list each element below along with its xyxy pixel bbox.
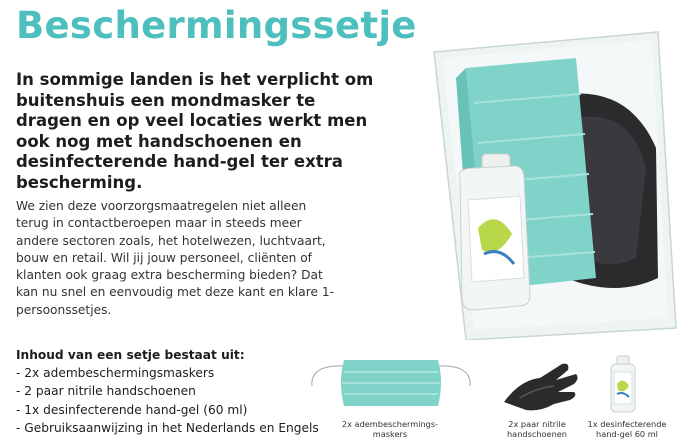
product-caption-gel: 1x desinfecterende hand-gel 60 ml — [587, 419, 667, 439]
list-item: - Gebruiksaanwijzing in het Nederlands en Engels — [16, 420, 319, 435]
protection-kit-image — [396, 28, 678, 340]
body-text: We zien deze voorzorgsmaatregelen niet alleen terug in contactberoepen maar in steeds meer andere sectoren zoals, het hotelwezen, luchtvaart, bouw en retail. Wil jij jouw personeel, cliënten of klanten ook graag extra bescherming bieden? Dat kan nu snel en eenvoudig met deze kant en klare 1-persoonssetjes. — [16, 199, 334, 317]
contents-heading: Inhoud van een setje bestaat uit: — [16, 348, 245, 362]
list-item: - 2 paar nitrile handschoenen — [16, 384, 196, 399]
intro-text: In sommige landen is het verplicht om buitenshuis een mondmasker te dragen en op veel locaties werkt men ook nog met handschoenen en desinfecterende hand-gel ter extra bescherming. — [16, 70, 374, 192]
page-title: Beschermingssetje — [16, 4, 417, 47]
gel-bottle-icon — [608, 354, 638, 414]
glove-icon — [500, 358, 580, 414]
list-item: - 1x desinfecterende hand-gel (60 ml) — [16, 402, 248, 417]
face-mask-icon — [306, 352, 476, 414]
product-caption-gloves: 2x paar nitrile handschoenen — [506, 419, 567, 439]
product-caption-masks: 2x adembeschermings- maskers — [341, 419, 439, 439]
contents-list — [16, 346, 336, 437]
list-item: - 2x adembeschermingsmaskers — [16, 366, 215, 381]
